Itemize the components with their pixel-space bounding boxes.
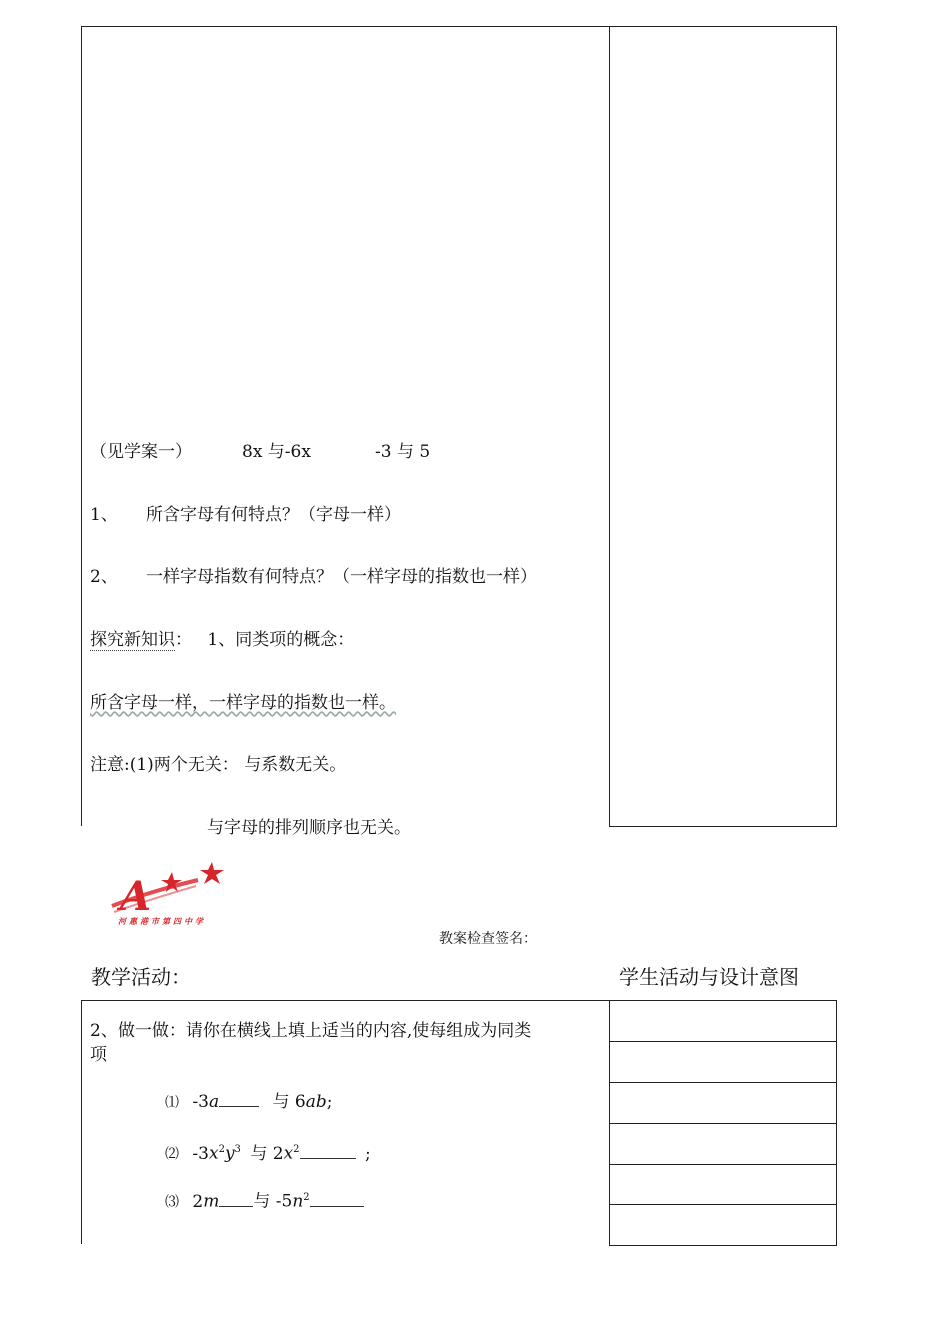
concept-text: 所含字母一样，一样字母的指数也一样。 [90, 693, 396, 713]
item-2-exp-x2: 2 [293, 1144, 300, 1155]
item-3-var-n: n [292, 1191, 304, 1212]
example-pair-1: 8x 与-6x [242, 442, 311, 462]
question-2-text: 一样字母指数有何特点？（一样字母的指数也一样） [146, 567, 537, 587]
exercise-item-2 [165, 1140, 371, 1165]
item-2-exp-y: 3 [234, 1144, 241, 1155]
signature-label: 教案检查签名： [439, 931, 537, 947]
note-1: 注意:(1)两个无关： 与系数无关。 [90, 755, 347, 775]
item-1-blank[interactable] [219, 1092, 259, 1107]
question-1 [90, 505, 401, 525]
item-2-term-a: -3 [192, 1143, 209, 1164]
lower-table-left-border [81, 1000, 82, 1244]
item-2-end: ; [364, 1143, 371, 1164]
explore-separator: ： [175, 630, 192, 650]
lower-table-top-border [81, 1000, 837, 1001]
heading-teaching-activity: 教学活动： [91, 965, 191, 989]
question-1-number: 1、 [90, 505, 118, 525]
item-3-term-a: 2 [192, 1191, 204, 1212]
explore-text: 1、同类项的概念： [207, 630, 355, 650]
example-pair-2: -3 与 5 [375, 442, 431, 462]
item-1-end: ; [326, 1092, 333, 1112]
explore-line [90, 630, 354, 650]
item-1-number: ⑴ [165, 1095, 179, 1111]
upper-table-left-border [81, 26, 82, 826]
item-1-var-ab: ab [305, 1092, 327, 1112]
exercise-item-1 [165, 1092, 333, 1113]
item-3-blank-1[interactable] [219, 1192, 253, 1207]
item-3-var-m: m [203, 1191, 220, 1212]
item-3-connector: 与 -5 [253, 1191, 293, 1212]
exercise-item-3 [165, 1188, 364, 1213]
item-2-exp-x: 2 [218, 1144, 225, 1155]
note-2: 与字母的排列顺序也无关。 [207, 818, 411, 838]
concept-definition [90, 693, 396, 713]
exercise-title-line-1: 2、做一做：请你在横线上填上适当的内容,使每组成为同类 [90, 1021, 532, 1041]
question-2 [90, 567, 537, 587]
item-2-var-y: y [224, 1143, 235, 1164]
school-logo [108, 862, 228, 930]
example-ref: （见学案一） [90, 442, 192, 462]
item-1-term-a: -3 [192, 1092, 209, 1112]
upper-table-right-bottom-border [609, 826, 837, 827]
item-1-connector: 与 6 [272, 1092, 306, 1112]
item-2-number: ⑵ [165, 1146, 179, 1163]
lower-table-right-row-3 [609, 1123, 837, 1124]
item-3-blank-2[interactable] [310, 1192, 364, 1207]
upper-table-top-border [81, 26, 837, 27]
logo-letter: A [120, 873, 152, 920]
item-2-connector: 与 2 [250, 1143, 284, 1164]
logo-large-star-icon [200, 862, 224, 884]
question-1-text: 所含字母有何特点？（字母一样） [146, 505, 401, 525]
lower-table-right-row-1 [609, 1041, 837, 1042]
explore-label: 探究新知识 [90, 630, 175, 650]
upper-table-right-border [836, 26, 837, 826]
item-1-var-a: a [208, 1092, 220, 1112]
heading-student-activity: 学生活动与设计意图 [619, 965, 799, 989]
upper-table-middle-border [609, 26, 610, 826]
question-2-number: 2、 [90, 567, 118, 587]
lower-table-right-row-5 [609, 1204, 837, 1205]
example-line [90, 442, 431, 462]
item-2-blank[interactable] [300, 1144, 356, 1159]
lower-table-right-row-4 [609, 1164, 837, 1165]
item-3-exp-n: 2 [303, 1192, 310, 1203]
item-2-var-x2: x [283, 1143, 294, 1164]
item-3-number: ⑶ [165, 1194, 179, 1211]
item-2-var-x: x [208, 1143, 219, 1164]
logo-school-name: 河惠港市第四中学 [118, 916, 206, 926]
lower-table-right-row-2 [609, 1082, 837, 1083]
exercise-title-line-2: 项 [90, 1045, 107, 1065]
lower-table-right-row-6 [609, 1245, 837, 1246]
